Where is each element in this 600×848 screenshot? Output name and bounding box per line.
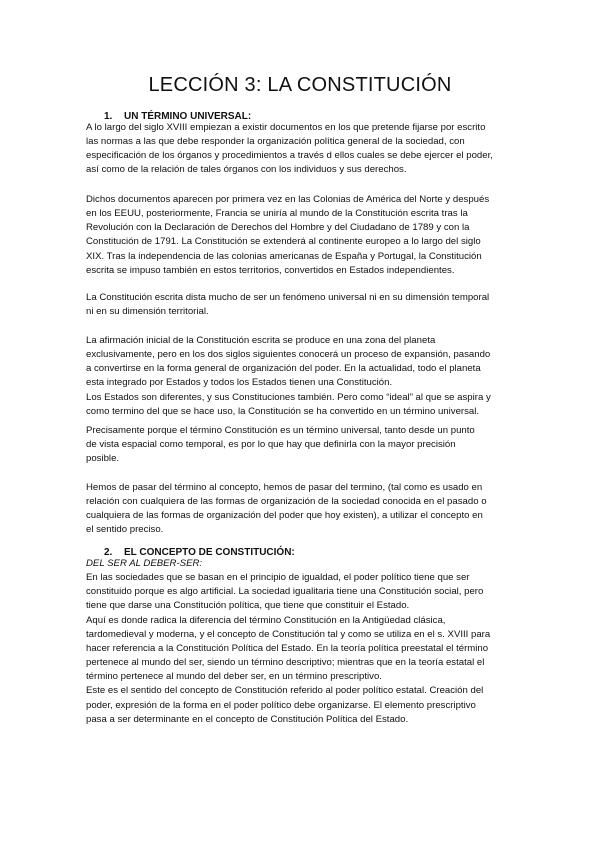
text-line: exclusivamente, pero en los dos siglos siguientes conocerá un proceso de expansión, pasando	[86, 349, 491, 361]
text-line: posible.	[86, 453, 120, 465]
section-1-paragraph-6	[86, 481, 526, 538]
text-line: A lo largo del siglo XVIII empiezan a existir documentos en los que pretende fijarse por escrito	[86, 122, 486, 133]
section-1-paragraph-2	[86, 193, 526, 278]
section-2-body	[86, 557, 526, 727]
text-line: Precisamente porque el término Constitución es un término universal, tanto desde un punto	[86, 425, 475, 436]
text-line: ni en su dimensión territorial.	[86, 306, 209, 318]
text-line: La Constitución escrita dista mucho de ser un fenómeno universal ni en su dimensión temporal	[86, 292, 490, 303]
text-line: así como de la relación de tales órganos con los individuos y sus derechos.	[86, 164, 407, 176]
text-line: cualquiera de las formas de organización del poder que hoy existen), a utilizar el concepto en	[86, 510, 483, 522]
section-1-paragraph-3	[86, 291, 526, 319]
text-line: Revolución con la Declaración de Derechos del Hombre y del Ciudadano de 1789 y con la	[86, 222, 470, 234]
text-line: tiene que darse una Constitución política, que tiene que constituir el Estado.	[86, 600, 410, 612]
text-line: Hemos de pasar del término al concepto, hemos de pasar del termino, (tal como es usado en	[86, 482, 483, 493]
text-line: a convertirse en la forma general de organización del poder. En la actualidad, todo el planeta	[86, 363, 481, 375]
section-2-number: 2.	[104, 547, 113, 558]
text-line: En las sociedades que se basan en el principio de igualdad, el poder político tiene que ser	[86, 572, 470, 584]
text-line: Aquí es donde radica la diferencia del término Constitución en la Antigüedad clásica,	[86, 614, 446, 626]
text-line: Constitución de 1791. La Constitución se extenderá al continente europeo a lo largo del siglo	[86, 236, 481, 248]
section-2-subheading: DEL SER AL DEBER-SER:	[86, 558, 203, 569]
section-1-number: 1.	[104, 111, 113, 122]
text-line: el sentido preciso.	[86, 524, 164, 536]
text-line: término pertenece al mundo del deber ser, en un término prescriptivo.	[86, 671, 382, 683]
section-1-paragraph-4	[86, 334, 526, 419]
section-1-paragraph-1	[86, 121, 526, 178]
text-line: constituido porque es algo artificial. La sociedad igualitaria tiene una Constitución social, pero	[86, 586, 484, 598]
text-line: en los EEUU, posteriormente, Francia se uniría al mundo de la Constitución escrita tras la	[86, 208, 468, 220]
text-line: pasa a ser determinante en el concepto de Constitución Política del Estado.	[86, 713, 409, 725]
section-2-title: EL CONCEPTO DE CONSTITUCIÓN:	[124, 547, 295, 558]
text-line: poder, expresión de la forma en el poder político debe organizarse. El elemento prescriptivo	[86, 699, 476, 711]
text-line: Dichos documentos aparecen por primera vez en las Colonias de América del Norte y después	[86, 194, 490, 205]
text-line: como termino del que se hace uso, la Constitución se ha convertido en un término universal.	[86, 405, 480, 417]
text-line: de vista espacial como temporal, es por lo que hay que definirla con la mayor precisión	[86, 439, 456, 451]
section-1-paragraph-5	[86, 424, 526, 466]
text-line: esta integrado por Estados y todos los Estados tienen una Constitución.	[86, 377, 393, 389]
text-line: XIX. Tras la independencia de las colonias americanas de España y Portugal, la Constitución	[86, 250, 482, 262]
page-title: LECCIÓN 3: LA CONSTITUCIÓN	[148, 74, 452, 96]
text-line: La afirmación inicial de la Constitución escrita se produce en una zona del planeta	[86, 335, 436, 346]
text-line: especificación de los órganos y procedimientos a través d ellos cuales se debe ejercer el poder,	[86, 150, 493, 162]
section-1-title: UN TÉRMINO UNIVERSAL:	[124, 111, 252, 122]
text-line: Los Estados son diferentes, y sus Constituciones también. Pero como “ideal” al que se aspira y	[86, 391, 491, 403]
text-line: pertenece al mundo del ser, siendo un término descriptivo; mientras que en la teoría estatal el	[86, 657, 485, 669]
text-line: hacer referencia a la Constitución Política del Estado. En la teoría política preestatal el término	[86, 642, 489, 654]
text-line: escrita se impuso también en estos territorios, convertidos en Estados independientes.	[86, 264, 455, 276]
text-line: las normas a las que debe responder la organización política general de la sociedad, con	[86, 136, 465, 148]
text-line: relación con cualquiera de las formas de organización de la sociedad conocida en el pasado o	[86, 496, 487, 508]
text-line: tardomedieval y moderna, y el concepto de Constitución tal y como se utiliza en el s. XVIII para	[86, 628, 491, 640]
text-line: Este es el sentido del concepto de Constitución referido al poder político estatal. Creación del	[86, 685, 484, 697]
